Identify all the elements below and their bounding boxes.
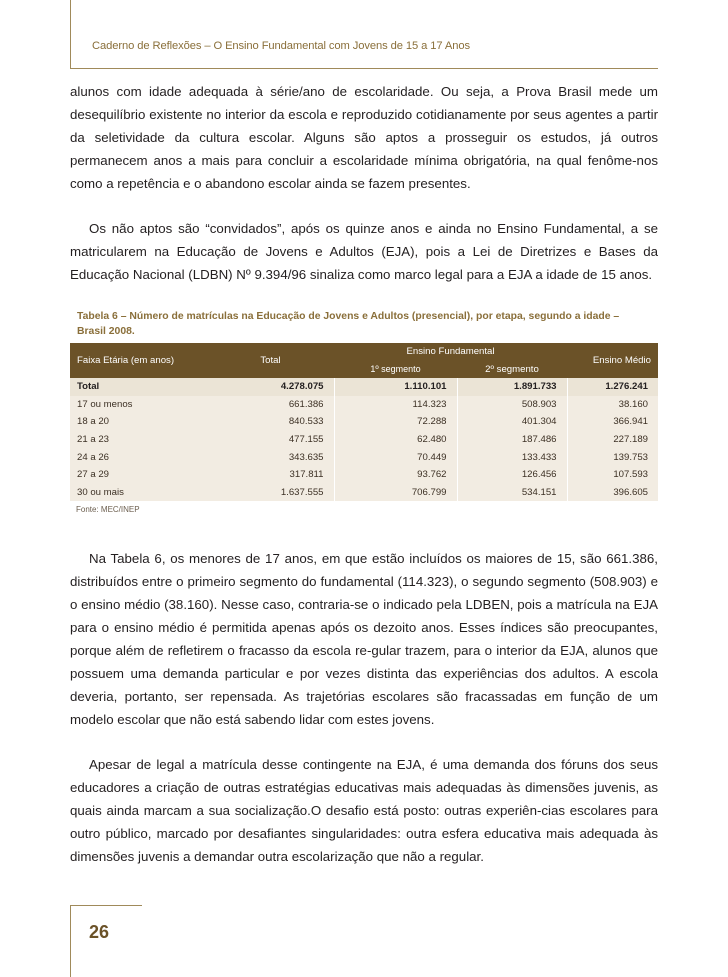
cell-faixa: Total — [70, 378, 207, 396]
cell-seg2: 534.151 — [457, 484, 567, 502]
cell-medio: 107.593 — [613, 469, 648, 481]
cell-total: 343.635 — [207, 448, 334, 466]
cell-faixa: 21 a 23 — [77, 434, 110, 446]
table-6 — [70, 309, 658, 514]
table-caption: Tabela 6 – Número de matrículas na Educação de Jovens e Adultos (presencial), por etapa, segundo a idade – Brasil 2008. — [77, 311, 620, 337]
cell-seg1: 72.288 — [334, 413, 457, 431]
header-faixa: Faixa Etária (em anos) — [70, 343, 207, 378]
body-section-1 — [70, 80, 658, 286]
running-header: Caderno de Reflexões – O Ensino Fundamental com Jovens de 15 a 17 Anos — [92, 40, 470, 52]
cell-faixa: 18 a 20 — [77, 416, 110, 428]
cell-total: 661.386 — [207, 396, 334, 414]
cell-medio: 38.160 — [618, 398, 648, 410]
cell-seg2: 187.486 — [457, 431, 567, 449]
cell-total: 4.278.075 — [207, 378, 334, 396]
cell-faixa: 30 ou mais — [77, 486, 124, 498]
cell-faixa: 17 ou menos — [77, 398, 133, 410]
cell-total: 840.533 — [207, 413, 334, 431]
table-body — [70, 378, 658, 501]
cell-medio: 366.941 — [613, 416, 648, 428]
cell-medio: 227.189 — [613, 434, 648, 446]
cell-total: 477.155 — [207, 431, 334, 449]
cell-faixa: 27 a 29 — [77, 469, 110, 481]
cell-seg2: 1.891.733 — [457, 378, 567, 396]
footer-vertical-rule — [70, 905, 71, 977]
table-row — [70, 448, 658, 466]
header-horizontal-rule — [70, 68, 658, 69]
cell-total: 317.811 — [207, 466, 334, 484]
body-section-2 — [70, 547, 658, 868]
header-seg1: 1º segmento — [334, 360, 457, 378]
table-row — [70, 431, 658, 449]
cell-seg1: 93.762 — [334, 466, 457, 484]
header-seg2: 2º segmento — [457, 360, 567, 378]
paragraph-4: Apesar de legal a matrícula desse contingente na EJA, é uma demanda dos fóruns dos seus educadores a criação de outras estratégias educativas mais adequadas às dimensões juvenis, as quais ainda marcam a sua socialização.O desafio está posto: outras experiên-cias escolares para outro público, marcado por desafiantes singularidades: outra esfera educativa mais adequada às dimensões juvenis a demandar outra escolarização que não a regular. — [70, 757, 658, 864]
header-vertical-rule — [70, 0, 71, 68]
cell-faixa: 24 a 26 — [77, 451, 110, 463]
paragraph-3: Na Tabela 6, os menores de 17 anos, em que estão incluídos os maiores de 15, são 661.386, distribuídos entre o primeiro segmento do fundamental (114.323), o segundo segmento (508.903) e o ensino médio (38.160). Nesse caso, contraria-se o indicado pela LDBEN, pois a matrícula na EJA para o ensino médio é permitida apenas após os dezoito anos. Esses índices são preocupantes, porque além de refletirem o fracasso da escola re-gular trazem, para o interior da EJA, alunos que possuem uma demanda particular e por vezes distinta das experiências dos adultos. A escola deveria, portanto, ser repensada. As trajetórias escolares são fracassadas em função de um modelo escolar que não está sabendo lidar com estes jovens. — [70, 551, 658, 727]
cell-total: 1.637.555 — [207, 484, 334, 502]
page-number: 26 — [89, 922, 110, 942]
cell-seg1: 706.799 — [334, 484, 457, 502]
cell-seg2: 126.456 — [457, 466, 567, 484]
cell-medio: 139.753 — [613, 451, 648, 463]
table-row — [70, 466, 658, 484]
paragraph-2: Os não aptos são “convidados”, após os quinze anos e ainda no Ensino Fundamental, a se matricularem na Educação de Jovens e Adultos (EJA), pois a Lei de Diretrizes e Bases da Educação Nacional (LDBN) Nº 9.394/96 sinaliza como marco legal para a EJA a idade de 15 anos. — [70, 221, 658, 282]
cell-medio: 1.276.241 — [567, 378, 658, 396]
enrollment-table — [70, 343, 658, 501]
table-row — [70, 484, 658, 502]
cell-seg2: 401.304 — [457, 413, 567, 431]
cell-seg1: 70.449 — [334, 448, 457, 466]
cell-seg1: 1.110.101 — [334, 378, 457, 396]
header-total: Total — [207, 343, 334, 378]
cell-medio: 396.605 — [613, 486, 648, 498]
table-row — [70, 378, 658, 396]
header-medio: Ensino Médio — [567, 343, 658, 378]
table-source: Fonte: MEC/INEP — [76, 505, 140, 515]
cell-seg2: 133.433 — [457, 448, 567, 466]
cell-seg1: 62.480 — [334, 431, 457, 449]
table-row — [70, 396, 658, 414]
paragraph-1: alunos com idade adequada à série/ano de escolaridade. Ou seja, a Prova Brasil mede um desequilíbrio existente no interior da escola e reproduzido cotidianamente por seus agentes a partir da seletividade da cultura escolar. Alguns são aptos a prosseguir os estudos, já outros permanecem anos a mais para concluir a escolaridade mínima obrigatória, na qual fenôme-nos como a repetência e o abandono escolar ainda se fazem presentes. — [70, 84, 658, 191]
table-row — [70, 413, 658, 431]
cell-seg1: 114.323 — [334, 396, 457, 414]
header-fundamental: Ensino Fundamental — [334, 343, 567, 360]
footer-horizontal-rule — [70, 905, 142, 906]
cell-seg2: 508.903 — [457, 396, 567, 414]
